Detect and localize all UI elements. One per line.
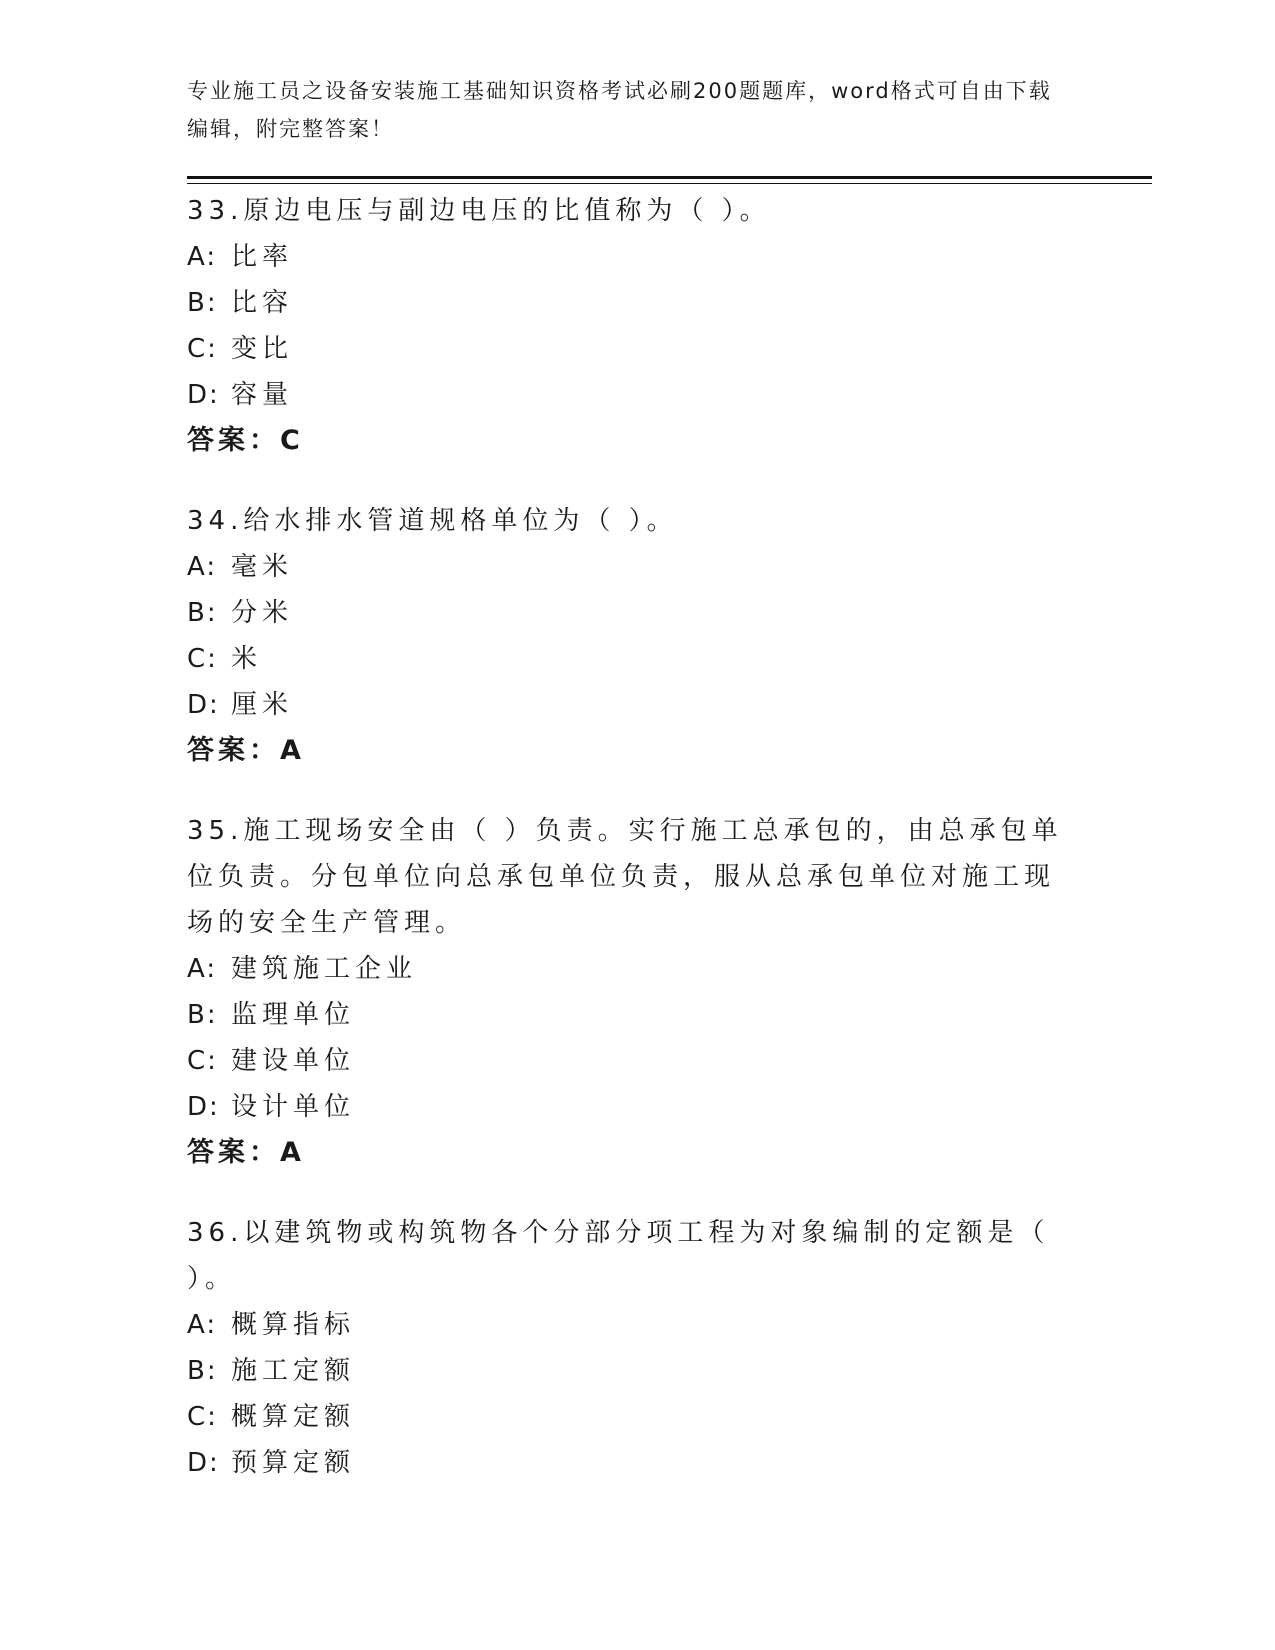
option-d [187, 1440, 1067, 1486]
answer-line: 答案：A [187, 1137, 305, 1168]
option-key: A: [187, 954, 218, 984]
option-key: A: [187, 242, 218, 272]
option-key: B: [187, 598, 218, 628]
option-d [187, 372, 1067, 418]
question-33 [187, 188, 1067, 464]
question-stem: 34.给水排水管道规格单位为（ ）。 [187, 506, 678, 536]
option-a [187, 946, 1067, 992]
option-text: 比容 [231, 288, 294, 318]
option-text: 米 [231, 644, 263, 674]
option-text: 分米 [231, 598, 294, 628]
question-stem: 36.以建筑物或构筑物各个分部分项工程为对象编制的定额是（ ）。 [187, 1218, 1050, 1294]
option-text: 概算定额 [231, 1402, 356, 1432]
option-a [187, 544, 1067, 590]
option-a [187, 234, 1067, 280]
option-text: 容量 [231, 380, 294, 410]
option-text: 建筑施工企业 [231, 954, 418, 984]
option-text: 厘米 [231, 690, 294, 720]
option-key: A: [187, 552, 218, 582]
option-b [187, 992, 1067, 1038]
option-c [187, 1038, 1067, 1084]
question-stem: 33.原边电压与副边电压的比值称为（ ）。 [187, 196, 771, 226]
header-divider-thin [187, 183, 1152, 184]
option-key: B: [187, 288, 218, 318]
question-stem: 35.施工现场安全由（ ）负责。实行施工总承包的，由总承包单位负责。分包单位向总承包单位负责，服从总承包单位对施工现场的安全生产管理。 [187, 816, 1063, 938]
option-d [187, 1084, 1067, 1130]
header-divider-thick [187, 176, 1152, 179]
option-key: C: [187, 1402, 218, 1432]
option-key: B: [187, 1000, 218, 1030]
option-text: 监理单位 [231, 1000, 356, 1030]
answer-line: 答案：A [187, 735, 305, 766]
option-text: 比率 [231, 242, 294, 272]
option-key: C: [187, 334, 218, 364]
option-key: A: [187, 1310, 218, 1340]
question-list [187, 188, 1067, 1520]
option-text: 设计单位 [231, 1092, 356, 1122]
option-key: C: [187, 644, 218, 674]
option-key: D: [187, 380, 220, 410]
option-a [187, 1302, 1067, 1348]
option-text: 变比 [231, 334, 294, 364]
option-c [187, 636, 1067, 682]
question-34 [187, 498, 1067, 774]
option-text: 概算指标 [231, 1310, 356, 1340]
option-b [187, 280, 1067, 326]
document-header: 专业施工员之设备安装施工基础知识资格考试必刷200题题库，word格式可自由下载编辑，附完整答案！ [187, 79, 1052, 141]
option-c [187, 326, 1067, 372]
option-key: D: [187, 690, 220, 720]
option-d [187, 682, 1067, 728]
option-b [187, 590, 1067, 636]
option-text: 毫米 [231, 552, 294, 582]
answer-line: 答案：C [187, 425, 304, 456]
option-c [187, 1394, 1067, 1440]
option-key: D: [187, 1092, 220, 1122]
question-36 [187, 1210, 1067, 1486]
option-b [187, 1348, 1067, 1394]
option-key: C: [187, 1046, 218, 1076]
option-text: 预算定额 [231, 1448, 356, 1478]
question-35 [187, 808, 1067, 1176]
option-text: 施工定额 [231, 1356, 356, 1386]
option-key: D: [187, 1448, 220, 1478]
option-key: B: [187, 1356, 218, 1386]
option-text: 建设单位 [231, 1046, 356, 1076]
